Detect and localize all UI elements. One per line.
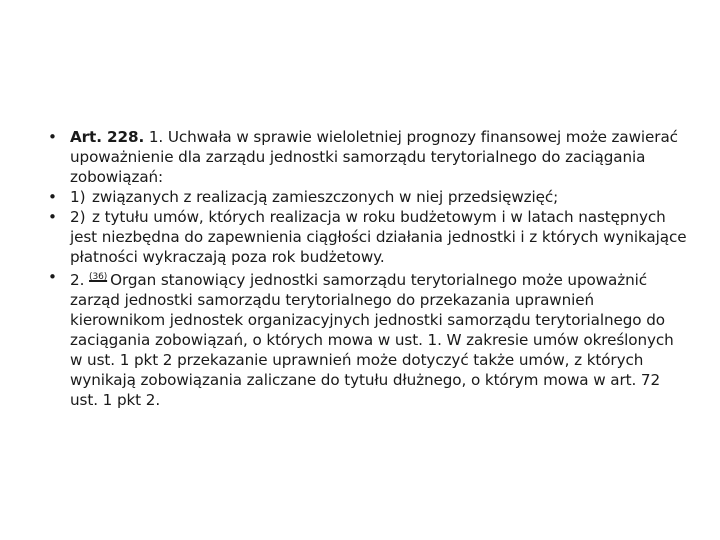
bullet-icon: • — [48, 188, 57, 206]
bullet-item-art-228 — [48, 127, 688, 187]
point-number: 1) — [70, 188, 86, 206]
bullet-icon: • — [48, 128, 57, 146]
bullet-text: Organ stanowiący jednostki samorządu terytorialnego może upoważnić zarząd jednostki samorządu terytorialnego do przekazania uprawnień kierownikom jednostek organizacyjnych jednostki samorządu terytorialnego do zaciągania zobowiązań, o których mowa w ust. 1. W zakresie umów określonych w ust. 1 pkt 2 przekazanie uprawnień może dotyczyć także umów, z których wynikają zobowiązania zaliczane do tytułu dłużnego, o którym mowa w art. 72 ust. 1 pkt 2. — [70, 271, 674, 409]
bullet-item-point-1 — [48, 187, 688, 207]
slide-content — [48, 127, 688, 410]
footnote-reference: (36) — [89, 272, 108, 282]
point-number: 2) — [70, 208, 86, 226]
bullet-item-point-2 — [48, 207, 688, 267]
paragraph-number: 2. — [70, 271, 85, 289]
bullet-icon: • — [48, 208, 57, 226]
bullet-text: 1. Uchwała w sprawie wieloletniej prognozy finansowej może zawierać upoważnienie dla zarządu jednostki samorządu terytorialnego do zaciągania zobowiązań: — [70, 128, 678, 186]
bullet-item-paragraph-2 — [48, 267, 688, 410]
bullet-list — [48, 127, 688, 410]
bullet-icon: • — [48, 268, 57, 286]
bullet-text: związanych z realizacją zamieszczonych w niej przedsięwzięć; — [92, 188, 559, 206]
article-label: Art. 228. — [70, 128, 145, 146]
bullet-text: z tytułu umów, których realizacja w roku budżetowym i w latach następnych jest niezbędna do zapewnienia ciągłości działania jednostki i z których wynikające płatności wykraczają poza rok budżetowy. — [70, 208, 687, 266]
